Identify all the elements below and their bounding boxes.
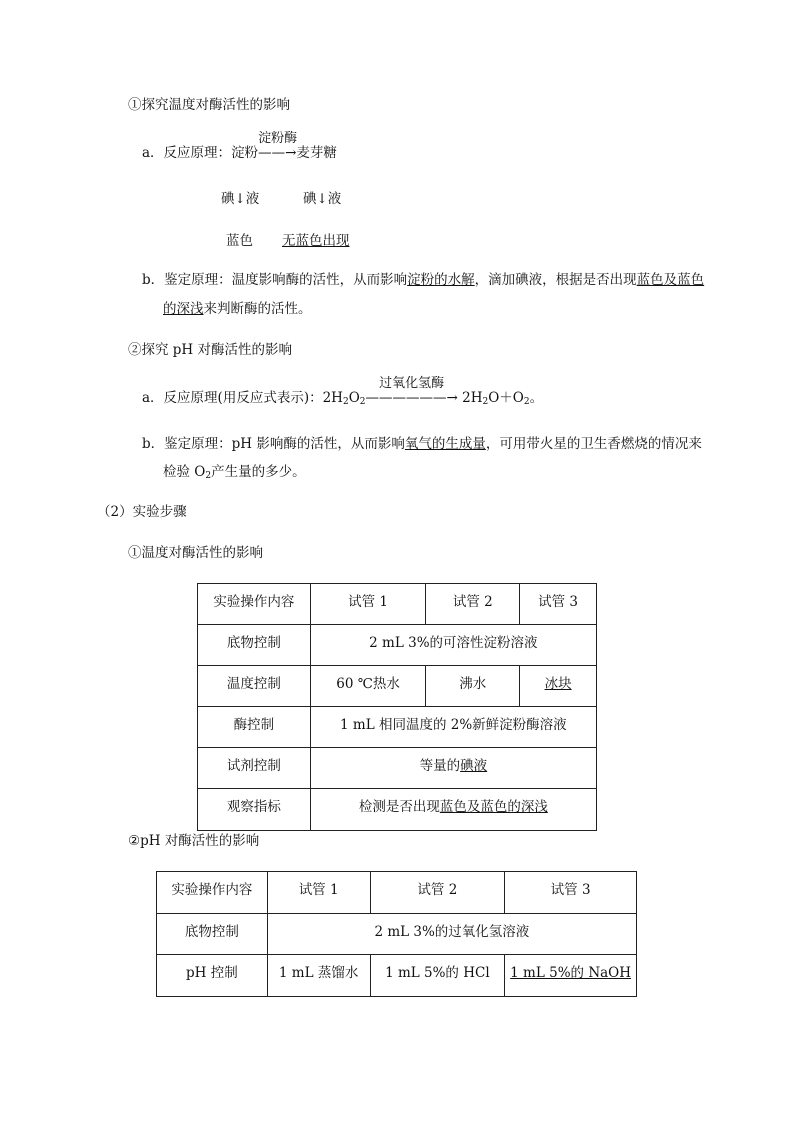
temp-principle-heading: ①探究温度对酶活性的影响	[128, 97, 290, 113]
table-cell: 1 mL 蒸馏水	[267, 955, 370, 997]
temp-identification-line1: b．鉴定原理：温度影响酶的活性，从而影响淀粉的水解，滴加碘液，根据是否出现蓝色及蓝色	[142, 272, 705, 288]
table-cell: 1 mL 相同温度的 2%新鲜淀粉酶溶液	[310, 707, 596, 748]
table-cell: 冰块	[520, 666, 597, 707]
table-header-cell: 试管 1	[310, 584, 426, 625]
table-cell: 60 ℃热水	[310, 666, 426, 707]
table-cell: 检测是否出现蓝色及蓝色的深浅	[310, 789, 596, 831]
temp-reaction-label: a．反应原理：	[142, 145, 232, 161]
table-header-cell: 试管 2	[426, 584, 520, 625]
row-label: 观察指标	[198, 789, 311, 831]
temp-product: 麦芽糖	[296, 145, 337, 161]
temp-reaction-arrow: 淀粉酶 ——→	[258, 131, 298, 161]
row-label: 温度控制	[198, 666, 311, 707]
temp-identification-line2: 的深浅来判断酶的活性。	[163, 301, 312, 317]
row-label: 试剂控制	[198, 748, 311, 789]
table-header-cell: 试管 1	[267, 872, 370, 914]
table-cell: 2 mL 3%的过氧化氢溶液	[267, 914, 636, 955]
ph-identification-line2: 检验 $O_2$产生量的多少。	[163, 464, 306, 481]
iodine-label-left: 碘↓液	[221, 191, 260, 207]
ph-enzyme-label: 过氧化氢酶	[379, 376, 445, 391]
temp-steps-heading: ①温度对酶活性的影响	[128, 545, 263, 561]
table-cell: 2 mL 3%的可溶性淀粉溶液	[310, 625, 596, 666]
table-cell: 1 mL 5%的 HCl	[370, 955, 505, 997]
table-cell: 沸水	[426, 666, 520, 707]
ph-reaction-arrow: 过氧化氢酶 ——————→	[365, 376, 458, 406]
temperature-table	[197, 583, 597, 831]
row-label: 底物控制	[157, 914, 268, 955]
ph-table	[156, 871, 637, 997]
table-header-cell: 试管 3	[505, 872, 637, 914]
ph-steps-heading: ②pH 对酶活性的影响	[128, 833, 260, 849]
iodine-label-right: 碘↓液	[303, 191, 342, 207]
ph-reaction-principle: a．反应原理(用反应式表示)：$2H_2O_2$ 过氧化氢酶 ——————→ $2H_2O+O_2$。	[142, 376, 544, 407]
ph-identification-line1: b．鉴定原理：pH 影响酶的活性，从而影响氧气的生成量，可用带火星的卫生香燃烧的情况来	[142, 436, 702, 452]
result-no-blue: 无蓝色出现	[282, 233, 350, 249]
table-cell: 1 mL 5%的 NaOH	[505, 955, 637, 997]
row-label: 底物控制	[198, 625, 311, 666]
temp-reactant: 淀粉	[231, 145, 259, 161]
row-label: pH 控制	[157, 955, 268, 997]
steps-heading: （2）实验步骤	[97, 504, 187, 520]
table-header-cell: 试管 2	[370, 872, 505, 914]
result-blue: 蓝色	[226, 233, 253, 249]
table-header-cell: 实验操作内容	[198, 584, 311, 625]
temp-enzyme-label: 淀粉酶	[258, 131, 298, 146]
row-label: 酶控制	[198, 707, 311, 748]
table-header-cell: 实验操作内容	[157, 872, 268, 914]
temp-reaction-principle	[142, 131, 337, 163]
table-cell: 等量的碘液	[310, 748, 596, 789]
table-header-cell: 试管 3	[520, 584, 597, 625]
ph-principle-heading: ②探究 pH 对酶活性的影响	[128, 342, 292, 358]
